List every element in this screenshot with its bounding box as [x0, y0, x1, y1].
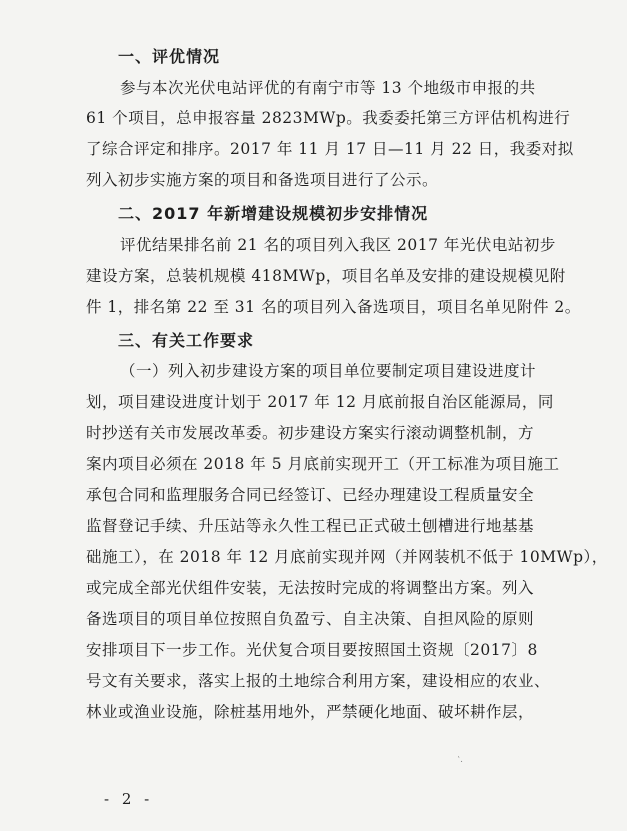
- paragraph-line: 评优结果排名前 21 名的项目列入我区 2017 年光伏电站初步: [120, 236, 556, 254]
- paragraph-line: 号文有关要求，落实上报的土地综合利用方案，建设相应的农业、: [86, 672, 551, 690]
- paragraph-line: 安排项目下一步工作。光伏复合项目要按照国土资规〔2017〕8: [86, 641, 538, 659]
- paragraph-line: 时抄送有关市发展改革委。初步建设方案实行滚动调整机制，方: [86, 424, 535, 442]
- scan-speck: ˋ·: [453, 755, 465, 768]
- page-number: - 2 -: [104, 790, 154, 808]
- paragraph-line: 案内项目必须在 2018 年 5 月底前实现开工（开工标准为项目施工: [86, 455, 560, 473]
- paragraph-line: （一）列入初步建设方案的项目单位要制定项目建设进度计: [120, 362, 537, 380]
- paragraph-line: 划，项目建设进度计划于 2017 年 12 月底前报自治区能源局，同: [86, 393, 554, 411]
- paragraph-line: 列入初步实施方案的项目和备选项目进行了公示。: [86, 171, 439, 189]
- paragraph-line: 建设方案，总装机规模 418MWp，项目名单及安排的建设规模见附: [86, 267, 566, 285]
- paragraph-line: 承包合同和监理服务合同已经签订、已经办理建设工程质量安全: [86, 486, 535, 504]
- section-heading-2017-scale: 二、2017 年新增建设规模初步安排情况: [118, 204, 429, 223]
- paragraph-line: 或完成全部光伏组件安装，无法按时完成的将调整出方案。列入: [86, 579, 535, 597]
- paragraph-line: 件 1，排名第 22 至 31 名的项目列入备选项目，项目名单见附件 2。: [86, 298, 581, 316]
- section-heading-requirements: 三、有关工作要求: [118, 331, 255, 350]
- paragraph-line: 础施工），在 2018 年 12 月底前实现并网（并网装机不低于 10MWp），: [86, 548, 608, 566]
- paragraph-line: 备选项目的项目单位按照自负盈亏、自主决策、自担风险的原则: [86, 610, 535, 628]
- paragraph-line: 了综合评定和排序。2017 年 11 月 17 日—11 月 22 日，我委对拟: [86, 140, 574, 158]
- paragraph-line: 监督登记手续、升压站等永久性工程已正式破土刨槽进行地基基: [86, 517, 535, 535]
- paragraph-line: 林业或渔业设施，除桩基用地外，严禁硬化地面、破坏耕作层，: [86, 703, 535, 721]
- paragraph-line: 61 个项目，总申报容量 2823MWp。我委委托第三方评估机构进行: [86, 109, 571, 127]
- paragraph-line: 参与本次光伏电站评优的有南宁市等 13 个地级市申报的共: [120, 79, 536, 97]
- section-heading-evaluation: 一、评优情况: [118, 47, 221, 66]
